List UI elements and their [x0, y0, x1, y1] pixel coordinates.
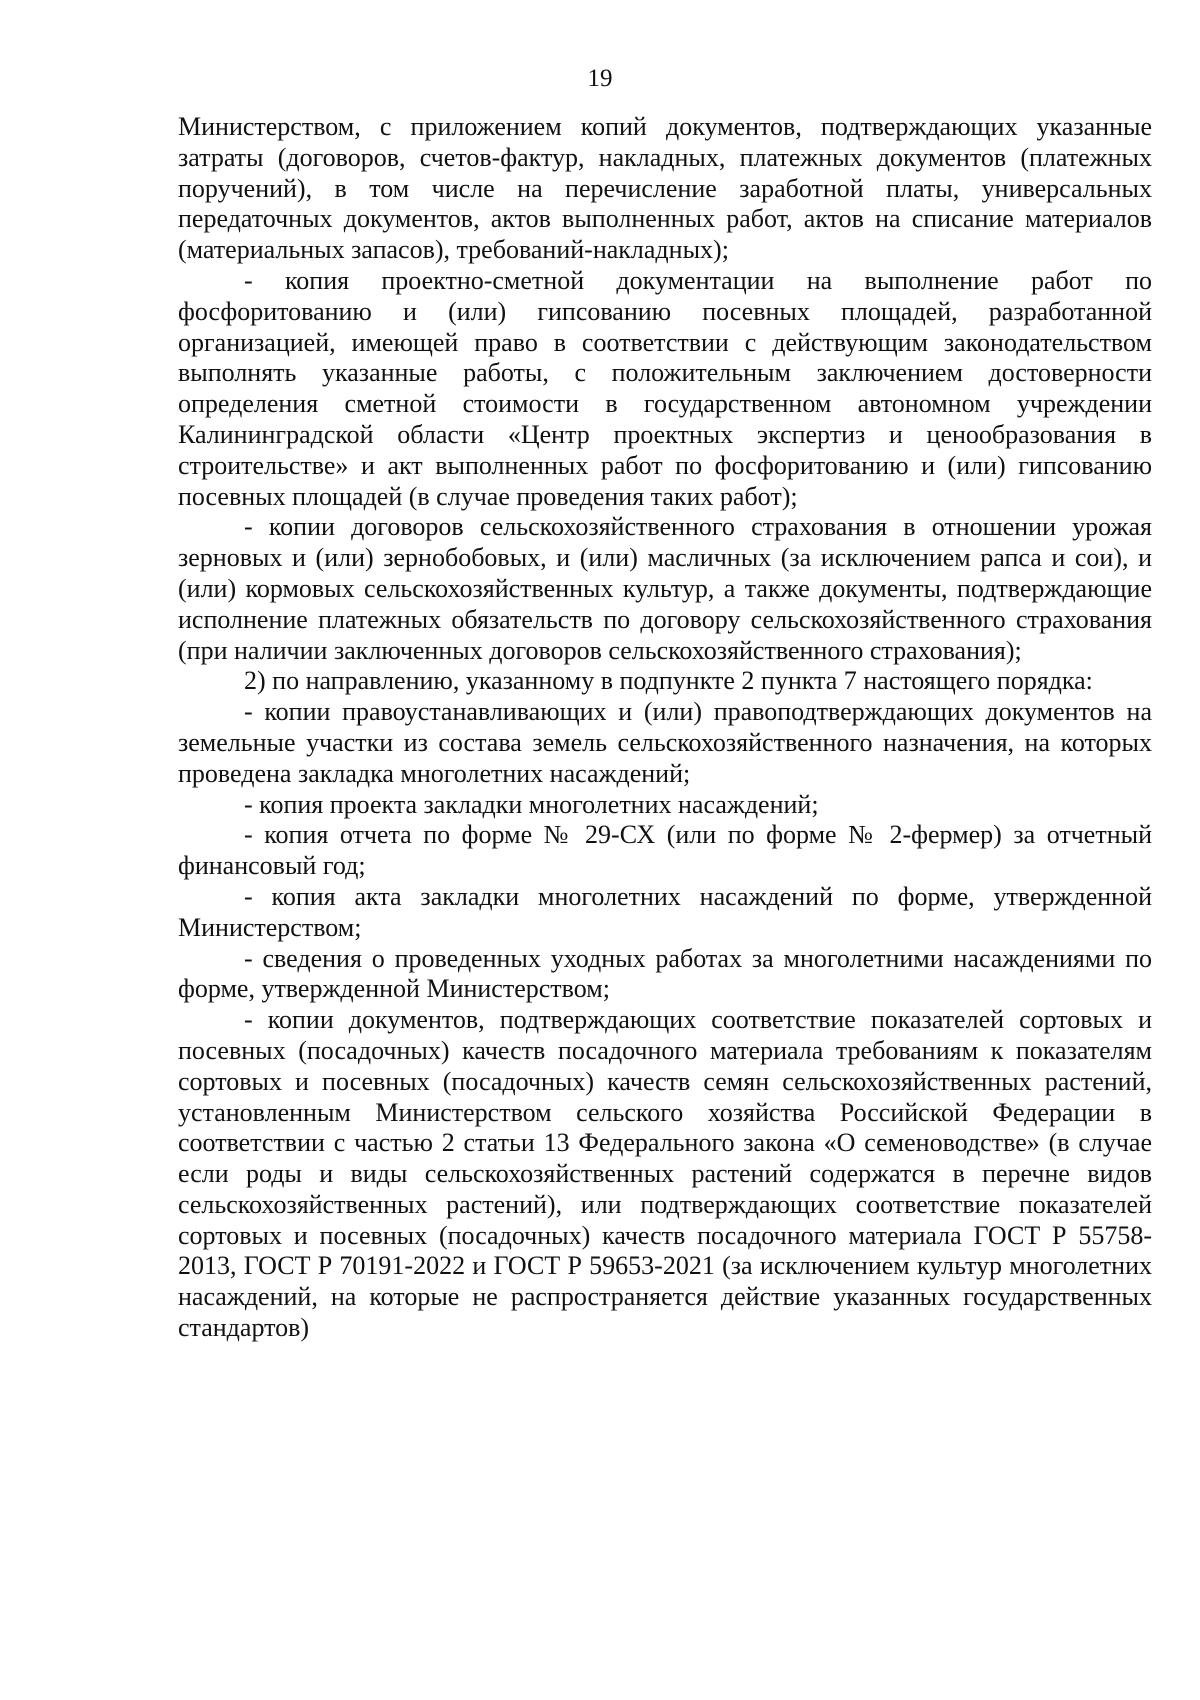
- paragraph: - сведения о проведенных уходных работах за многолетними насаждениями по форме, утвержденной Министерством;: [178, 943, 1152, 1004]
- paragraph: - копия отчета по форме № 29-СХ (или по форме № 2-фермер) за отчетный финансовый год;: [178, 820, 1152, 881]
- document-body: [178, 112, 1152, 1344]
- paragraph: - копии договоров сельскохозяйственного страхования в отношении урожая зерновых и (или) зернобобовых, и (или) масличных (за исключением рапса и сои), и (или) кормовых сельскохозяйственных культур, а также документы, подтверждающие исполнение платежных обязательств по договору сельскохозяйственного страхования (при наличии заключенных договоров сельскохозяйственного страхования);: [178, 512, 1152, 665]
- paragraph: - копии документов, подтверждающих соответствие показателей сортовых и посевных (посадочных) качеств посадочного материала требованиям к показателям сортовых и посевных (посадочных) качеств семян сельскохозяйственных растений, установленным Министерством сельского хозяйства Российской Федерации в соответствии с частью 2 статьи 13 Федерального закона «О семеноводстве» (в случае если роды и виды сельскохозяйственных растений содержатся в перечне видов сельскохозяйственных растений), или подтверждающих соответствие показателей сортовых и посевных (посадочных) качеств посадочного материала ГОСТ Р 55758-2013, ГОСТ Р 70191-2022 и ГОСТ Р 59653-2021 (за исключением культур многолетних насаждений, на которые не распространяется действие указанных государственных стандартов): [178, 1005, 1152, 1343]
- page-number-text: 19: [587, 65, 613, 92]
- page-number: [178, 64, 1152, 94]
- paragraph: Министерством, с приложением копий документов, подтверждающих указанные затраты (договоров, счетов-фактур, накладных, платежных документов (платежных поручений), в том числе на перечисление заработной платы, универсальных передаточных документов, актов выполненных работ, актов на списание материалов (материальных запасов), требований-накладных);: [178, 112, 1152, 265]
- paragraph: - копия проекта закладки многолетних насаждений;: [244, 789, 819, 819]
- paragraph: - копии правоустанавливающих и (или) правоподтверждающих документов на земельные участки из состава земель сельскохозяйственного назначения, на которых проведена закладка многолетних насаждений;: [178, 697, 1152, 788]
- paragraph: - копия проектно-сметной документации на выполнение работ по фосфоритованию и (или) гипсованию посевных площадей, разработанной организацией, имеющей право в соответствии с действующим законодательством выполнять указанные работы, с положительным заключением достоверности определения сметной стоимости в государственном автономном учреждении Калининградской области «Центр проектных экспертиз и ценообразования в строительстве» и акт выполненных работ по фосфоритованию и (или) гипсованию посевных площадей (в случае проведения таких работ);: [178, 265, 1152, 511]
- paragraph: - копия акта закладки многолетних насаждений по форме, утвержденной Министерством;: [178, 881, 1152, 942]
- paragraph: 2) по направлению, указанному в подпункте 2 пункта 7 настоящего порядка:: [244, 666, 1093, 696]
